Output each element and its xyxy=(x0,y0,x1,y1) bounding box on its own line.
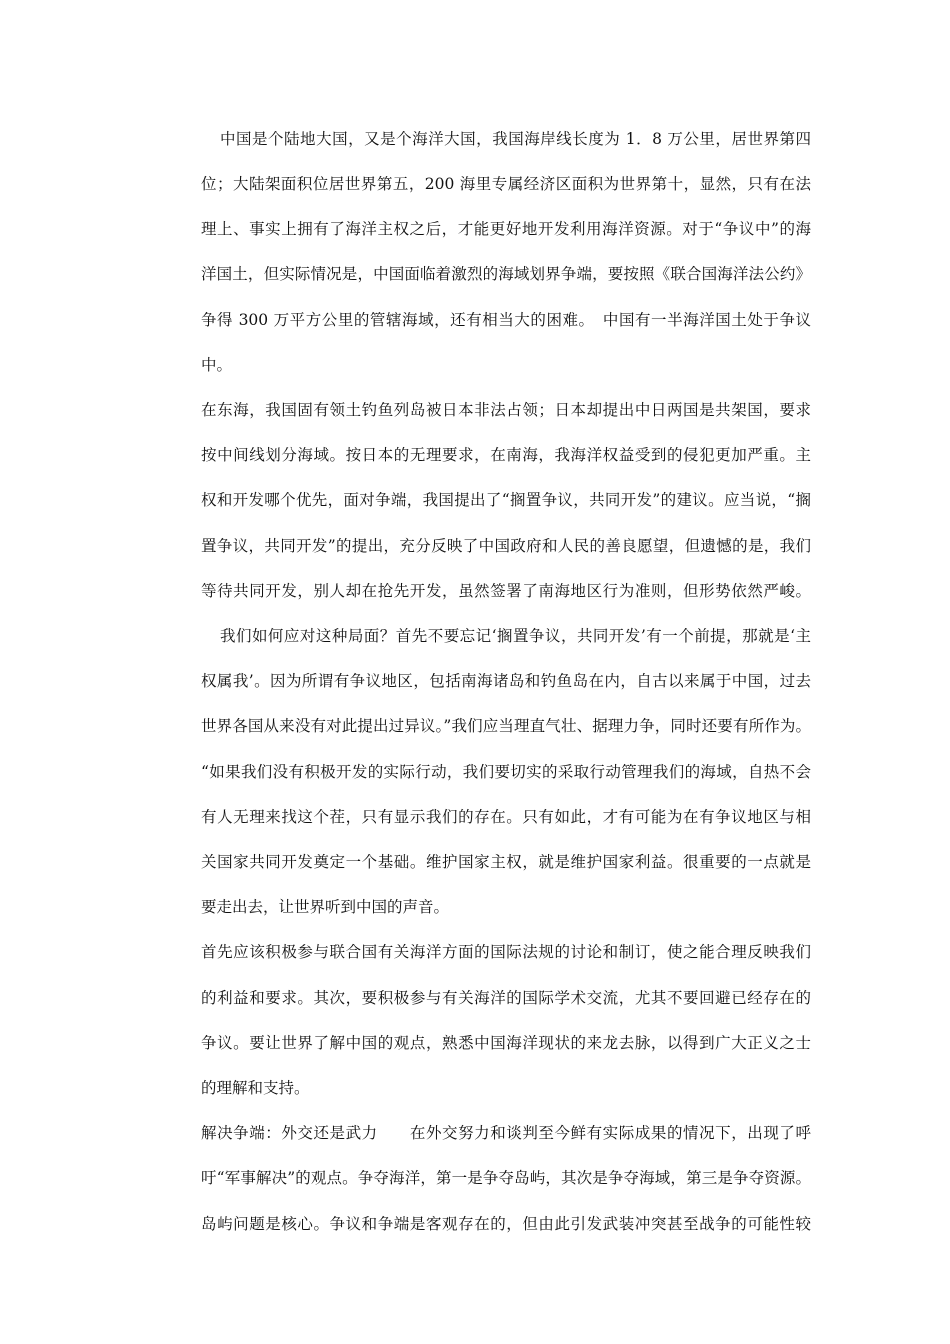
text-line: 吁“军事解决”的观点。争夺海洋，第一是争夺岛屿，其次是争夺海域，第三是争夺资源。 xyxy=(201,1169,811,1187)
text-line: 的利益和要求。其次，要积极参与有关海洋的国际学术交流，尤其不要回避已经存在的 xyxy=(201,989,811,1007)
text-line: 的理解和支持。 xyxy=(201,1079,310,1097)
text-line: “如果我们没有积极开发的实际行动，我们要切实的采取行动管理我们的海域，自热不会 xyxy=(201,763,811,781)
text-line: 岛屿问题是核心。争议和争端是客观存在的，但由此引发武装冲突甚至战争的可能性较 xyxy=(201,1215,811,1233)
text-line: 洋国土，但实际情况是，中国面临着激烈的海域划界争端，要按照《联合国海洋法公约》 xyxy=(201,265,811,283)
text-line: 权和开发哪个优先，面对争端，我国提出了“搁置争议，共同开发”的建议。应当说，“搁 xyxy=(201,491,811,509)
text-line: 争议。要让世界了解中国的观点，熟悉中国海洋现状的来龙去脉，以得到广大正义之士 xyxy=(201,1034,811,1052)
text-line: 关国家共同开发奠定一个基础。维护国家主权，就是维护国家利益。很重要的一点就是 xyxy=(201,853,811,871)
text-line: 按中间线划分海域。按日本的无理要求，在南海，我海洋权益受到的侵犯更加严重。主 xyxy=(201,446,811,464)
text-line: 解决争端：外交还是武力 在外交努力和谈判至今鲜有实际成果的情况下，出现了呼 xyxy=(201,1124,811,1142)
text-line: 等待共同开发，别人却在抢先开发，虽然签署了南海地区行为准则，但形势依然严峻。 xyxy=(201,582,811,600)
text-line: 争得 300 万平方公里的管辖海域，还有相当大的困难。 中国有一半海洋国土处于争议 xyxy=(201,311,811,329)
text-line: 世界各国从来没有对此提出过异议。”我们应当理直气壮、据理力争，同时还要有所作为。 xyxy=(201,717,811,735)
text-line: 中国是个陆地大国，又是个海洋大国，我国海岸线长度为 1．8 万公里，居世界第四 xyxy=(220,130,811,148)
text-line: 权属我’。因为所谓有争议地区，包括南海诸岛和钓鱼岛在内，自古以来属于中国，过去 xyxy=(201,672,811,690)
text-line: 有人无理来找这个茬，只有显示我们的存在。只有如此，才有可能为在有争议地区与相 xyxy=(201,808,811,826)
text-line: 中。 xyxy=(201,356,233,374)
text-line: 置争议，共同开发”的提出，充分反映了中国政府和人民的善良愿望，但遗憾的是，我们 xyxy=(201,537,811,555)
text-line: 要走出去，让世界听到中国的声音。 xyxy=(201,898,450,916)
text-line: 我们如何应对这种局面？首先不要忘记‘搁置争议，共同开发’有一个前提，那就是‘主 xyxy=(220,627,811,645)
text-line: 位；大陆架面积位居世界第五，200 海里专属经济区面积为世界第十，显然，只有在法 xyxy=(201,175,811,193)
text-line: 理上、事实上拥有了海洋主权之后，才能更好地开发利用海洋资源。对于“争议中”的海 xyxy=(201,220,811,238)
text-line: 在东海，我国固有领土钓鱼列岛被日本非法占领；日本却提出中日两国是共架国，要求 xyxy=(201,401,811,419)
text-line: 首先应该积极参与联合国有关海洋方面的国际法规的讨论和制订，使之能合理反映我们 xyxy=(201,943,811,961)
